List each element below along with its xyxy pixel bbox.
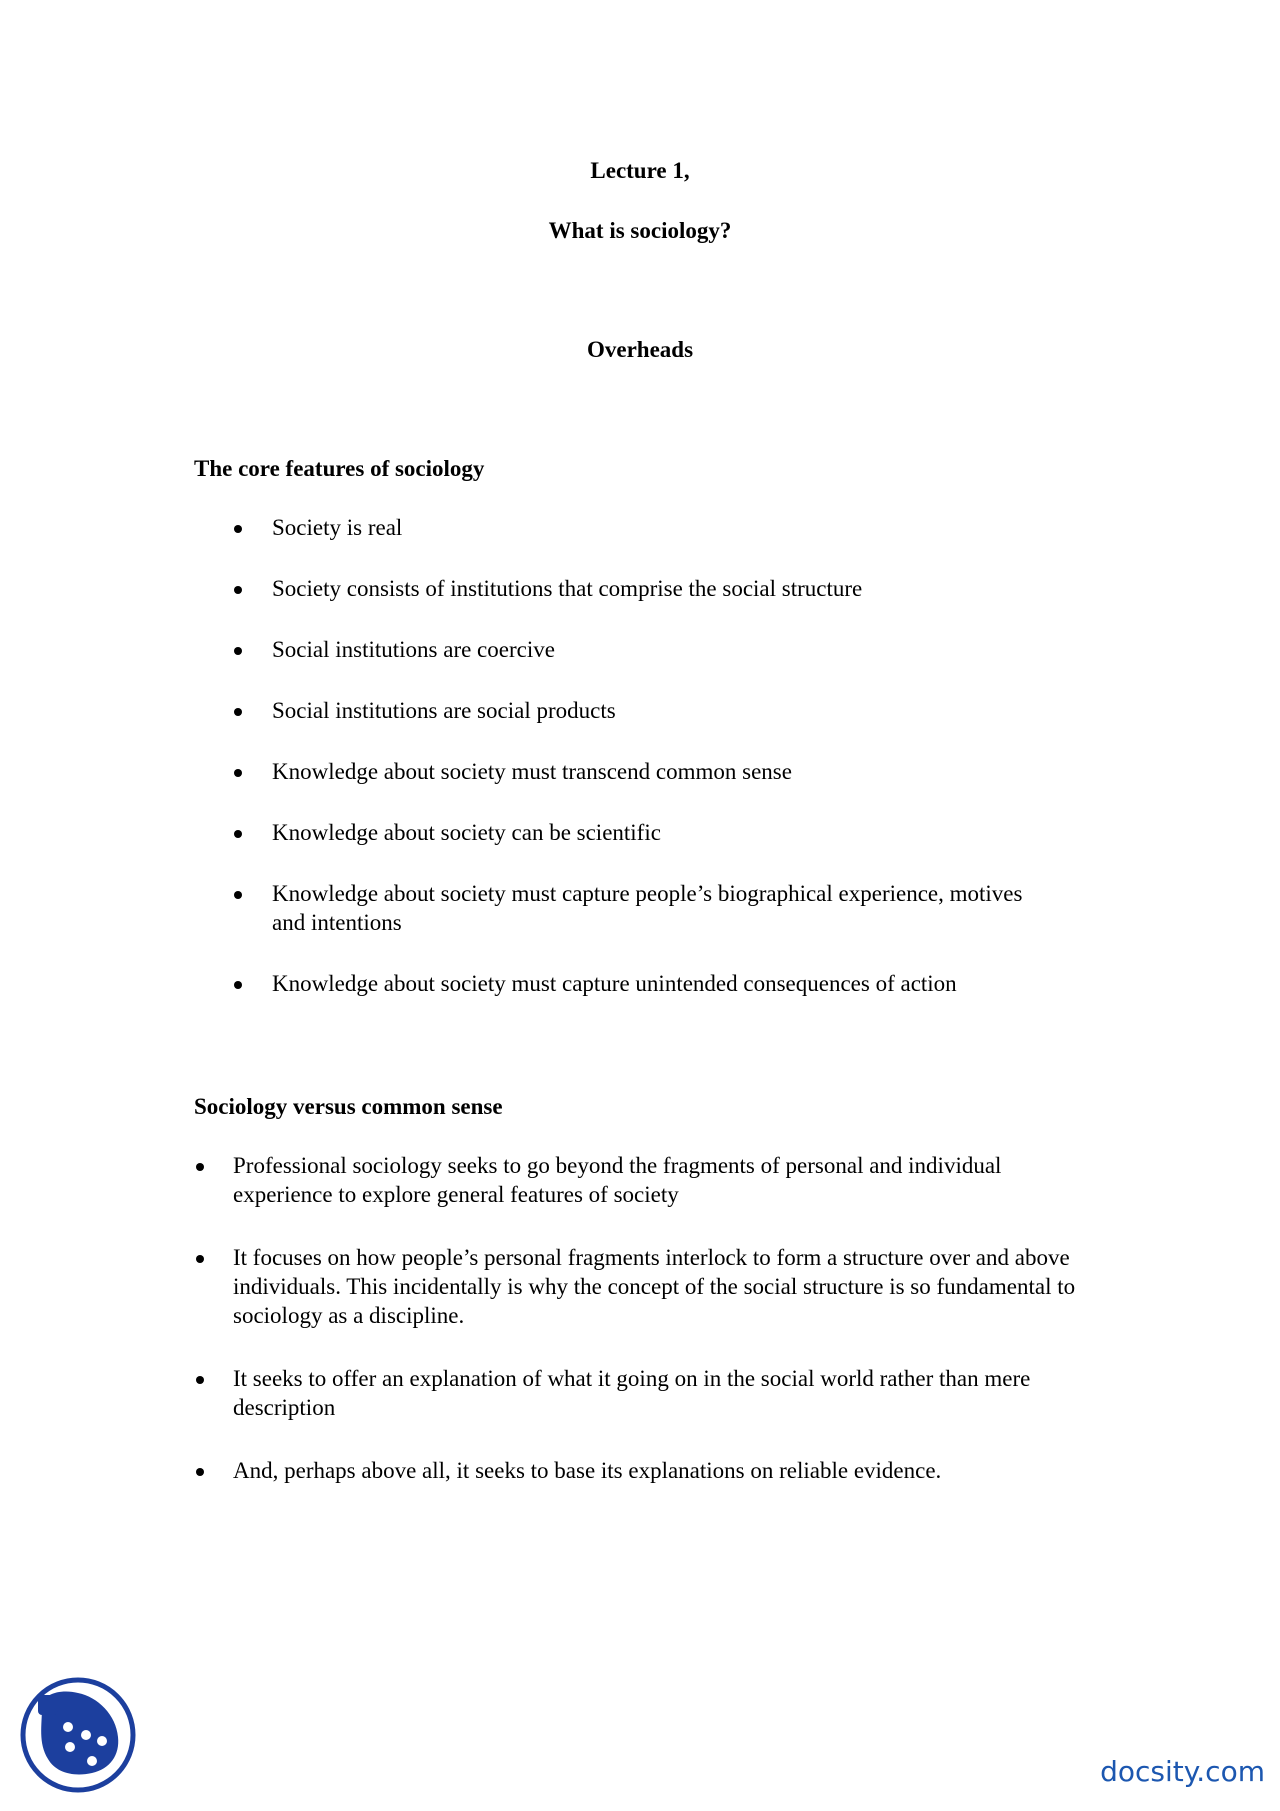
core-features-list [272,513,1092,1030]
list-item [272,757,1092,786]
list-item-text: Society consists of institutions that comprise the social structure [272,576,863,601]
list-item-text: And, perhaps above all, it seeks to base its explanations on reliable evidence. [233,1458,942,1483]
list-item-text: Social institutions are coercive [272,637,555,662]
list-item-text: Knowledge about society must capture people’s biographical experience, motives and intentions [272,881,1023,935]
list-item-text: Knowledge about society can be scientific [272,820,661,845]
list-item-text: Professional sociology seeks to go beyond the fragments of personal and individual experience to explore general features of society [233,1153,1002,1207]
page-title: What is sociology? [548,218,732,243]
list-item [272,879,1052,937]
list-item [272,696,1092,725]
list-item-text: Knowledge about society must capture unintended consequences of action [272,971,957,996]
list-item-text: It focuses on how people’s personal fragments interlock to form a structure over and above individuals. This incidentally is why the concept of the social structure is so fundamental to sociology as a discipline. [233,1245,1076,1328]
core-features-heading: The core features of sociology [194,456,485,481]
list-item [233,1364,1083,1422]
bullet-icon [234,769,242,777]
bullet-icon [196,1468,204,1476]
list-item-text: It seeks to offer an explanation of what it going on in the social world rather than mere description [233,1366,1031,1420]
list-item [233,1243,1083,1330]
list-item-text: Knowledge about society must transcend common sense [272,759,792,784]
common-sense-list [233,1151,1093,1519]
bullet-icon [196,1163,204,1171]
list-item [272,513,1092,542]
list-item [233,1151,1023,1209]
bullet-icon [234,586,242,594]
bullet-icon [234,830,242,838]
list-item [272,818,1092,847]
docsity-watermark[interactable]: docsity.com [1100,1755,1265,1788]
common-sense-heading: Sociology versus common sense [194,1094,503,1119]
list-item [272,969,1092,998]
list-item [272,635,1092,664]
docsity-logo-icon [20,1677,136,1793]
bullet-icon [196,1376,204,1384]
list-item-text: Society is real [272,515,403,540]
list-item [272,574,1092,603]
bullet-icon [234,647,242,655]
bullet-icon [234,708,242,716]
lecture-title: Lecture 1, [590,158,690,183]
overheads-heading: Overheads [586,337,694,362]
bullet-icon [234,981,242,989]
bullet-icon [196,1255,204,1263]
bullet-icon [234,891,242,899]
list-item [233,1456,1093,1485]
list-item-text: Social institutions are social products [272,698,616,723]
bullet-icon [234,525,242,533]
